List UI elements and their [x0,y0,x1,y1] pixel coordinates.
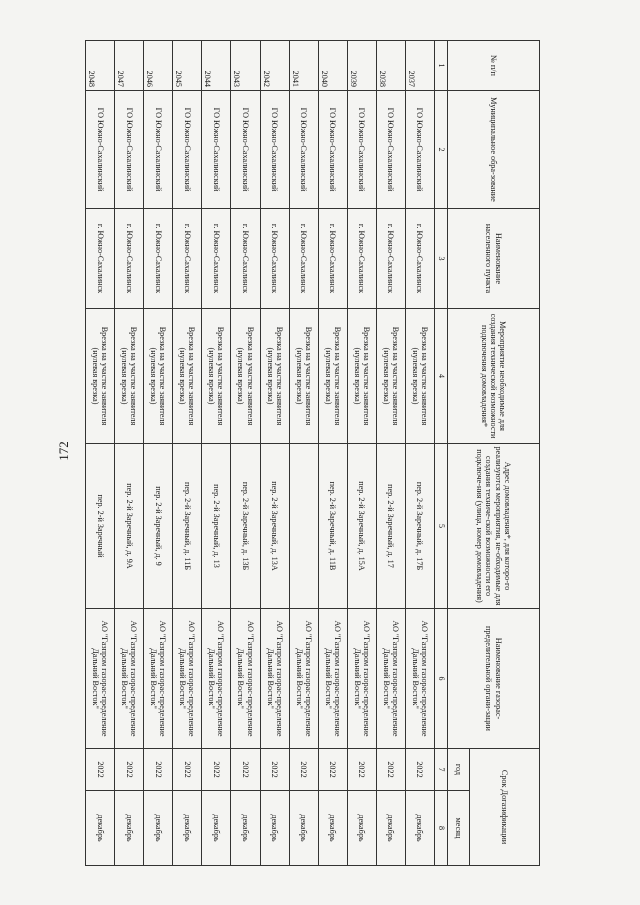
cell-year: 2022 [144,749,173,791]
cell-settlement: г. Южно-Сахалинск [260,209,289,309]
cell-settlement: г. Южно-Сахалинск [318,209,347,309]
column-number: 3 [435,209,448,309]
cell-address: пер. 2-й Заречный, д. 11Б [173,444,202,609]
cell-municipality: ГО Южно-Сахалинский [376,91,405,209]
column-number: 5 [435,444,448,609]
column-number-row [435,41,448,866]
cell-address: пер. 2-й Заречный, д. 15А [347,444,376,609]
column-number: 2 [435,91,448,209]
header-address: Адрес домовладения*, для которо-го реализуются мероприятия, не-обходимые для создания техниче-ской возможности его подключе-ния (улица, номер домовладения) [448,444,540,609]
table-row [144,41,173,866]
cell-year: 2022 [289,749,318,791]
cell-row-number: 2047 [115,41,144,91]
cell-measure: Врезка на участке заявителя (нулевая врезка) [260,309,289,444]
cell-measure: Врезка на участке заявителя (нулевая врезка) [376,309,405,444]
cell-row-number: 2045 [173,41,202,91]
cell-row-number: 2043 [231,41,260,91]
cell-municipality: ГО Южно-Сахалинский [405,91,434,209]
cell-municipality: ГО Южно-Сахалинский [202,91,231,209]
header-year: год [448,749,470,791]
cell-municipality: ГО Южно-Сахалинский [289,91,318,209]
cell-address: пер. 2-й Заречный, д. 13 [202,444,231,609]
cell-year: 2022 [405,749,434,791]
table-row [202,41,231,866]
cell-municipality: ГО Южно-Сахалинский [318,91,347,209]
table-row [231,41,260,866]
cell-address: пер. 2-й Заречный, д. 11В [318,444,347,609]
cell-settlement: г. Южно-Сахалинск [144,209,173,309]
cell-municipality: ГО Южно-Сахалинский [173,91,202,209]
cell-measure: Врезка на участке заявителя (нулевая врезка) [115,309,144,444]
cell-month: декабрь [289,791,318,866]
cell-org: АО "Газпром газорас-пределение Дальний Восток" [144,609,173,749]
cell-measure: Врезка на участке заявителя (нулевая врезка) [289,309,318,444]
table-row [86,41,115,866]
cell-settlement: г. Южно-Сахалинск [289,209,318,309]
cell-year: 2022 [347,749,376,791]
cell-year: 2022 [202,749,231,791]
cell-row-number: 2037 [405,41,434,91]
cell-municipality: ГО Южно-Сахалинский [86,91,115,209]
cell-municipality: ГО Южно-Сахалинский [144,91,173,209]
cell-month: декабрь [173,791,202,866]
cell-year: 2022 [86,749,115,791]
cell-row-number: 2039 [347,41,376,91]
cell-year: 2022 [115,749,144,791]
cell-year: 2022 [231,749,260,791]
table-row [289,41,318,866]
cell-month: декабрь [202,791,231,866]
cell-org: АО "Газпром газорас-пределение Дальний Восток" [260,609,289,749]
cell-month: декабрь [86,791,115,866]
table-row [260,41,289,866]
cell-row-number: 2042 [260,41,289,91]
cell-org: АО "Газпром газорас-пределение Дальний Восток" [115,609,144,749]
column-number: 6 [435,609,448,749]
gasification-table [85,40,540,866]
cell-org: АО "Газпром газорас-пределение Дальний Восток" [173,609,202,749]
cell-address [289,444,318,609]
cell-org: АО "Газпром газорас-пределение Дальний Восток" [202,609,231,749]
cell-row-number: 2048 [86,41,115,91]
cell-measure: Врезка на участке заявителя (нулевая врезка) [202,309,231,444]
table-row [173,41,202,866]
cell-month: декабрь [318,791,347,866]
cell-municipality: ГО Южно-Сахалинский [347,91,376,209]
cell-org: АО "Газпром газорас-пределение Дальний Восток" [86,609,115,749]
table-row [405,41,434,866]
cell-address: пер. 2-й Заречный, д. 17 [376,444,405,609]
cell-org: АО "Газпром газорас-пределение Дальний Восток" [318,609,347,749]
cell-measure: Врезка на участке заявителя (нулевая врезка) [405,309,434,444]
cell-row-number: 2046 [144,41,173,91]
cell-settlement: г. Южно-Сахалинск [115,209,144,309]
cell-measure: Врезка на участке заявителя (нулевая врезка) [318,309,347,444]
cell-org: АО "Газпром газорас-пределение Дальний Восток" [289,609,318,749]
cell-address: пер. 2-й Заречный, д. 9А [115,444,144,609]
cell-address: пер. 2-й Заречный, д. 17Б [405,444,434,609]
cell-month: декабрь [115,791,144,866]
rotated-table-sheet [85,40,540,865]
page-number: 172 [56,441,71,461]
cell-month: декабрь [376,791,405,866]
cell-settlement: г. Южно-Сахалинск [405,209,434,309]
cell-year: 2022 [376,749,405,791]
cell-measure: Врезка на участке заявителя (нулевая врезка) [231,309,260,444]
cell-month: декабрь [347,791,376,866]
cell-settlement: г. Южно-Сахалинск [231,209,260,309]
cell-row-number: 2040 [318,41,347,91]
cell-municipality: ГО Южно-Сахалинский [115,91,144,209]
cell-measure: Врезка на участке заявителя (нулевая врезка) [144,309,173,444]
cell-row-number: 2038 [376,41,405,91]
cell-address: пер. 2-й Заречный, д. 13А [260,444,289,609]
cell-month: декабрь [260,791,289,866]
cell-org: АО "Газпром газорас-пределение Дальний Восток" [376,609,405,749]
table-body [86,41,435,866]
cell-measure: Врезка на участке заявителя (нулевая врезка) [86,309,115,444]
cell-row-number: 2044 [202,41,231,91]
cell-month: декабрь [231,791,260,866]
column-number: 8 [435,791,448,866]
cell-month: декабрь [144,791,173,866]
cell-address: пер. 2-й Заречный [86,444,115,609]
cell-org: АО "Газпром газорас-пределение Дальний Восток" [231,609,260,749]
header-measure: Мероприятие необходимые для создания технической возможности подключения домовладения* [448,309,540,444]
cell-settlement: г. Южно-Сахалинск [376,209,405,309]
cell-measure: Врезка на участке заявителя (нулевая врезка) [347,309,376,444]
header-month: месяц [448,791,470,866]
cell-year: 2022 [260,749,289,791]
header-municipality: Муниципальное обра-зование [448,91,540,209]
cell-year: 2022 [318,749,347,791]
cell-month: декабрь [405,791,434,866]
header-org: Наименование газорас-пределительной органи-зации [448,609,540,749]
column-number: 1 [435,41,448,91]
cell-address: пер. 2-й Заречный, д. 9 [144,444,173,609]
cell-org: АО "Газпром газорас-пределение Дальний Восток" [405,609,434,749]
table-row [115,41,144,866]
cell-settlement: г. Южно-Сахалинск [86,209,115,309]
table-row [347,41,376,866]
cell-settlement: г. Южно-Сахалинск [173,209,202,309]
table-row [318,41,347,866]
cell-municipality: ГО Южно-Сахалинский [260,91,289,209]
cell-settlement: г. Южно-Сахалинск [347,209,376,309]
header-row [470,41,540,866]
cell-settlement: г. Южно-Сахалинск [202,209,231,309]
column-number: 4 [435,309,448,444]
header-term: Срок Догазификации [470,749,540,866]
cell-municipality: ГО Южно-Сахалинский [231,91,260,209]
cell-row-number: 2041 [289,41,318,91]
header-settlement: Наименование населенного пункта [448,209,540,309]
table-row [376,41,405,866]
header-num: № п/п [448,41,540,91]
cell-org: АО "Газпром газорас-пределение Дальний Восток" [347,609,376,749]
column-number: 7 [435,749,448,791]
cell-address: пер. 2-й Заречный, д. 13Б [231,444,260,609]
cell-measure: Врезка на участке заявителя (нулевая врезка) [173,309,202,444]
cell-year: 2022 [173,749,202,791]
